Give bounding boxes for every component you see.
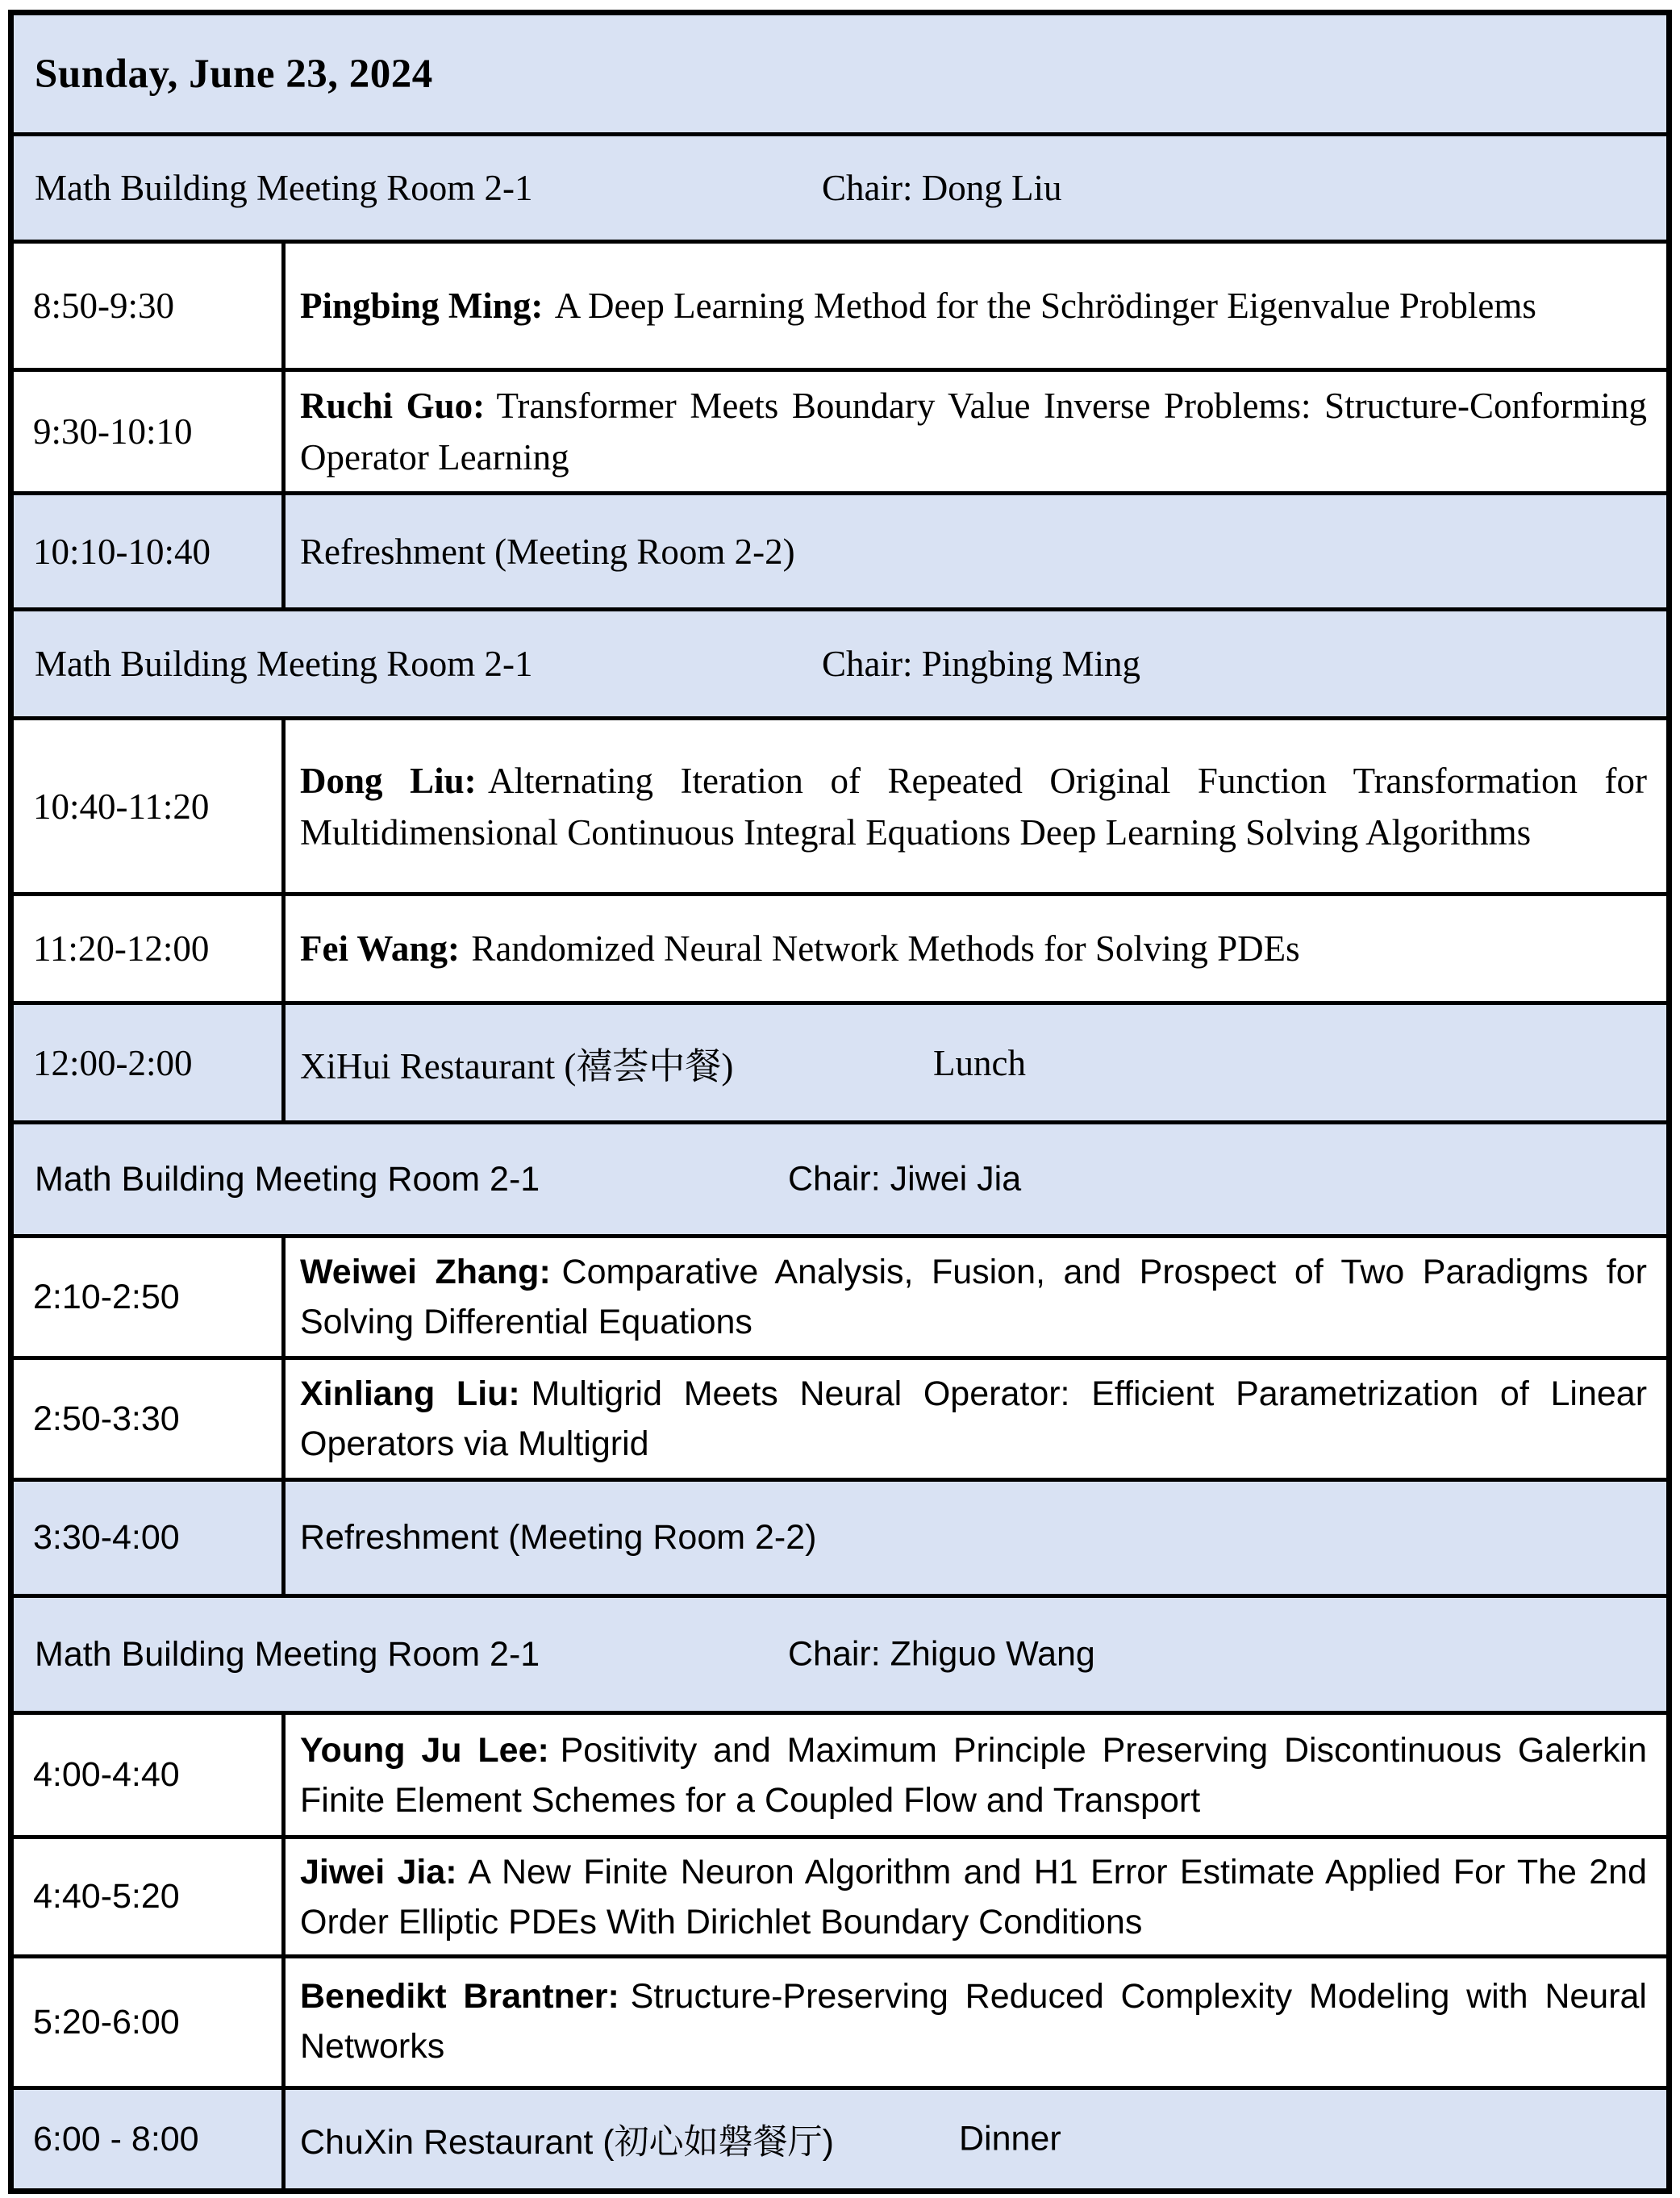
speaker-name: Fei Wang: bbox=[300, 928, 460, 969]
talk-cell bbox=[286, 1715, 1666, 1835]
row-talk-5 bbox=[14, 1234, 1666, 1356]
row-session-header-1 bbox=[14, 132, 1666, 240]
time-cell bbox=[14, 495, 286, 607]
talk-cell bbox=[286, 244, 1666, 368]
time-cell bbox=[14, 2090, 286, 2188]
talk-title: Randomized Neural Network Methods for Solving PDEs bbox=[471, 928, 1300, 969]
row-talk-9 bbox=[14, 1954, 1666, 2086]
time-cell bbox=[14, 372, 286, 491]
break-cell bbox=[286, 495, 1666, 607]
venue-label: ChuXin Restaurant (初心如磐餐厅) bbox=[300, 2122, 834, 2162]
schedule-table bbox=[8, 10, 1672, 2194]
break-cell bbox=[286, 1482, 1666, 1594]
talk-cell bbox=[286, 1360, 1666, 1478]
talk-text bbox=[300, 923, 1647, 974]
talk-text bbox=[300, 1369, 1647, 1469]
talk-title: Comparative Analysis, Fusion, and Prospect of Two Paradigms for Solving Differential Equations bbox=[300, 1253, 1647, 1341]
time-cell bbox=[14, 720, 286, 892]
chair-label: Chair: Dong Liu bbox=[822, 168, 1062, 208]
time-cell bbox=[14, 1360, 286, 1478]
time-cell bbox=[14, 1715, 286, 1835]
chair-label: Chair: Zhiguo Wang bbox=[788, 1634, 1095, 1674]
chair-label: Chair: Jiwei Jia bbox=[788, 1159, 1022, 1199]
row-talk-4 bbox=[14, 892, 1666, 1001]
talk-title: Structure-Preserving Reduced Complexity Modeling with Neural Networks bbox=[300, 1977, 1647, 2066]
talk-cell bbox=[286, 1839, 1666, 1954]
speaker-name: Dong Liu: bbox=[300, 760, 477, 801]
talk-title: Alternating Iteration of Repeated Original Function Transformation for Multidimensional Continuous Integral Equations Deep Learning Solving Algorithms bbox=[300, 760, 1647, 853]
time-cell bbox=[14, 1839, 286, 1954]
row-session-header-4 bbox=[14, 1594, 1666, 1711]
row-break-2 bbox=[14, 1478, 1666, 1594]
talk-title: Multigrid Meets Neural Operator: Efficient Parametrization of Linear Operators via Multigrid bbox=[300, 1374, 1648, 1463]
talk-cell bbox=[286, 896, 1666, 1001]
row-talk-7 bbox=[14, 1711, 1666, 1835]
room-label: Math Building Meeting Room 2-1 bbox=[35, 1634, 540, 1674]
time-label: 8:50-9:30 bbox=[33, 286, 174, 326]
meal-label: Dinner bbox=[959, 2119, 1061, 2158]
speaker-name: Xinliang Liu: bbox=[300, 1374, 520, 1413]
venue-label: XiHui Restaurant (禧荟中餐) bbox=[300, 1046, 734, 1086]
time-cell bbox=[14, 1238, 286, 1356]
row-session-header-2 bbox=[14, 607, 1666, 716]
time-label: 10:10-10:40 bbox=[33, 531, 211, 572]
talk-title: Positivity and Maximum Principle Preserving Discontinuous Galerkin Finite Element Schemes for a Coupled Flow and Transport bbox=[300, 1730, 1647, 1820]
talk-cell bbox=[286, 1958, 1666, 2086]
talk-cell bbox=[286, 372, 1666, 491]
time-label: 2:50-3:30 bbox=[33, 1399, 180, 1438]
row-talk-2 bbox=[14, 368, 1666, 491]
speaker-name: Weiwei Zhang: bbox=[300, 1253, 551, 1291]
row-session-header-3 bbox=[14, 1120, 1666, 1234]
time-cell bbox=[14, 244, 286, 368]
speaker-name: Ruchi Guo: bbox=[300, 386, 486, 426]
talk-title: A Deep Learning Method for the Schrödinger Eigenvalue Problems bbox=[554, 286, 1536, 326]
time-label: 11:20-12:00 bbox=[33, 928, 210, 969]
day-header-cell bbox=[14, 15, 1666, 132]
time-label: 5:20-6:00 bbox=[33, 2002, 180, 2042]
time-label: 6:00 - 8:00 bbox=[33, 2119, 199, 2158]
time-label: 3:30-4:00 bbox=[33, 1518, 180, 1557]
row-dinner bbox=[14, 2086, 1666, 2188]
talk-text bbox=[300, 1247, 1647, 1347]
talk-text bbox=[300, 1971, 1647, 2071]
time-cell bbox=[14, 1005, 286, 1120]
speaker-name: Pingbing Ming: bbox=[300, 286, 544, 326]
time-label: 9:30-10:10 bbox=[33, 411, 193, 452]
talk-text bbox=[300, 380, 1647, 483]
speaker-name: Young Ju Lee: bbox=[300, 1730, 549, 1770]
speaker-name: Benedikt Brantner: bbox=[300, 1977, 619, 2016]
row-talk-6 bbox=[14, 1356, 1666, 1478]
row-talk-3 bbox=[14, 716, 1666, 892]
session-cell bbox=[14, 136, 1666, 240]
chair-label: Chair: Pingbing Ming bbox=[822, 644, 1141, 684]
row-break-1 bbox=[14, 491, 1666, 607]
meal-label: Lunch bbox=[933, 1042, 1026, 1083]
row-talk-1 bbox=[14, 240, 1666, 368]
row-lunch bbox=[14, 1001, 1666, 1120]
room-label: Math Building Meeting Room 2-1 bbox=[35, 1159, 540, 1199]
break-label: Refreshment (Meeting Room 2-2) bbox=[300, 531, 795, 572]
day-title: Sunday, June 23, 2024 bbox=[35, 51, 433, 97]
session-cell bbox=[14, 611, 1666, 716]
session-cell bbox=[14, 1124, 1666, 1234]
talk-text bbox=[300, 280, 1647, 332]
talk-title: Transformer Meets Boundary Value Inverse Problems: Structure-Conforming Operator Learning bbox=[300, 386, 1647, 478]
session-cell bbox=[14, 1598, 1666, 1711]
talk-text bbox=[300, 755, 1647, 858]
time-cell bbox=[14, 1958, 286, 2086]
talk-text bbox=[300, 1725, 1647, 1825]
talk-text bbox=[300, 1847, 1647, 1947]
room-label: Math Building Meeting Room 2-1 bbox=[35, 644, 533, 684]
room-label: Math Building Meeting Room 2-1 bbox=[35, 168, 533, 208]
time-label: 10:40-11:20 bbox=[33, 786, 210, 827]
time-label: 4:40-5:20 bbox=[33, 1877, 180, 1916]
break-label: Refreshment (Meeting Room 2-2) bbox=[300, 1518, 817, 1557]
row-day-header bbox=[14, 15, 1666, 132]
talk-cell bbox=[286, 720, 1666, 892]
time-label: 12:00-2:00 bbox=[33, 1042, 193, 1083]
time-cell bbox=[14, 1482, 286, 1594]
time-label: 4:00-4:40 bbox=[33, 1755, 180, 1794]
time-cell bbox=[14, 896, 286, 1001]
talk-cell bbox=[286, 1238, 1666, 1356]
talk-title: A New Finite Neuron Algorithm and H1 Error Estimate Applied For The 2nd Order Elliptic PDEs With Dirichlet Boundary Conditions bbox=[300, 1852, 1647, 1941]
time-label: 2:10-2:50 bbox=[33, 1277, 180, 1316]
row-talk-8 bbox=[14, 1835, 1666, 1954]
speaker-name: Jiwei Jia: bbox=[300, 1852, 457, 1891]
